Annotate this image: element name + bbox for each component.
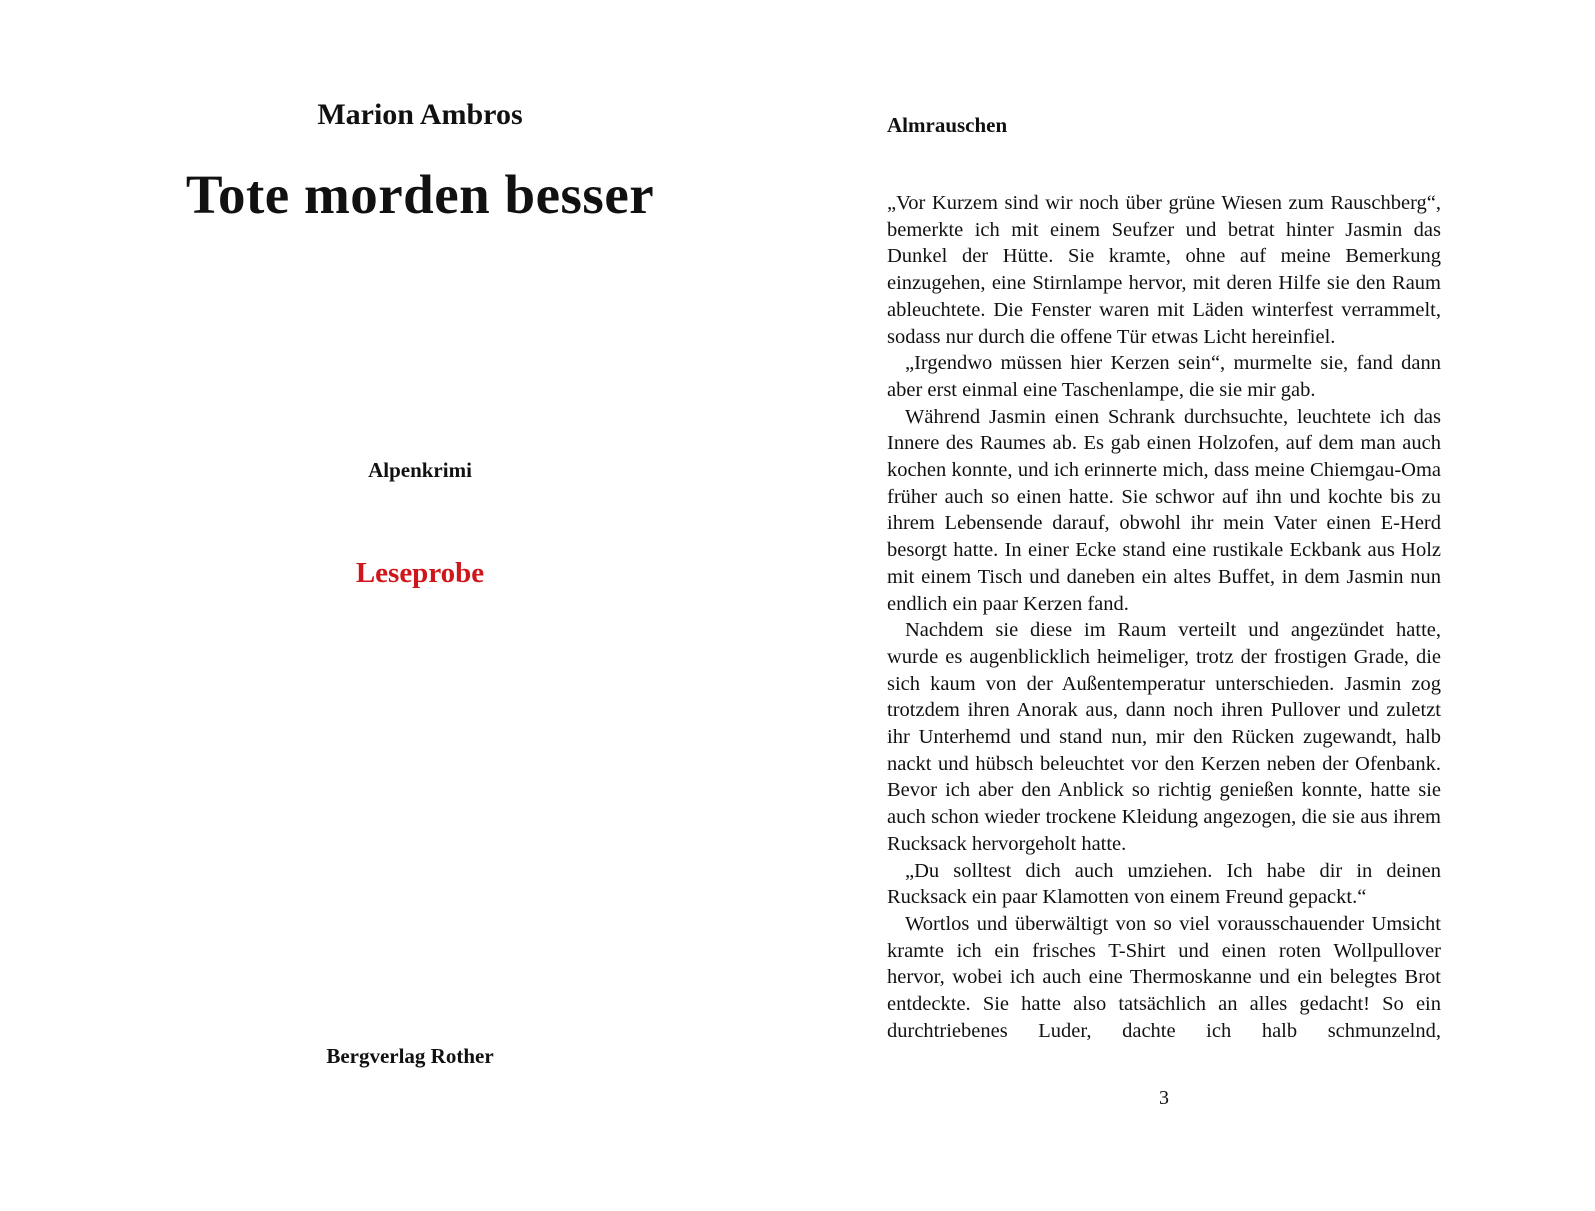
reading-sample-label: Leseprobe [355, 557, 485, 589]
genre-label: Alpenkrimi [368, 458, 472, 482]
publisher-name: Bergverlag Rother [326, 1044, 494, 1068]
paragraph: Während Jasmin einen Schrank durchsuchte, leuchtete ich das Innere des Raumes ab. Es gab einen Holzofen, auf dem man auch kochen konnte, und ich erinnerte mich, dass meine Chiemgau-Oma früher auch so einen hatte. Sie schwor auf ihn und kochte bis zu ihrem Lebensende darauf, obwohl ihr mein Vater einen E-Herd besorgt hatte. In einer Ecke stand eine rustikale Eckbank aus Holz mit einem Tisch und daneben ein altes Buffet, in dem Jasmin nun endlich ein paar Kerzen fand. [887, 405, 1441, 615]
paragraph: Wortlos und überwältigt von so viel vorausschauender Umsicht kramte ich ein frisches T-Shirt und einen roten Wollpullover hervor, wobei ich auch eine Thermoskanne und ein belegtes Brot entdeckte. Sie hatte also tatsächlich an alles gedacht! So ein durchtriebenes Luder, dachte ich halb schmunzelnd, [887, 912, 1441, 1042]
paragraph: „Vor Kurzem sind wir noch über grüne Wiesen zum Rauschberg“, bemerkte ich mit einem Seufzer und betrat hinter Jasmin das Dunkel der Hütte. Sie kramte, ohne auf meine Bemerkung einzugehen, eine Stirnlampe hervor, mit deren Hilfe sie den Raum ableuchtete. Die Fenster waren mit Läden winterfest verrammelt, sodass nur durch die offene Tür etwas Licht hereinfiel. [887, 192, 1441, 348]
author-name: Marion Ambros [317, 98, 523, 131]
paragraph: Nachdem sie diese im Raum verteilt und angezündet hatte, wurde es augenblicklich heimeliger, trotz der frostigen Grade, die sich kaum von der Außentemperatur unterschieden. Jasmin zog trotzdem ihren Anorak aus, dann noch ihren Pullover und zuletzt ihr Unterhemd und stand nun, mir den Rücken zugewandt, halb nackt und hübsch beleuchtet vor den Kerzen neben der Ofenbank. Bevor ich aber den Anblick so richtig genießen konnte, hatte sie auch schon wieder trockene Kleidung angezogen, die sie aus ihrem Rucksack hervorgeholt hatte. [887, 619, 1441, 855]
chapter-title: Almrauschen [887, 113, 1008, 137]
paragraph: „Du solltest dich auch umziehen. Ich habe dir in deinen Rucksack ein paar Klamotten von einem Freund gepackt.“ [887, 859, 1441, 909]
page-number: 3 [1159, 1087, 1169, 1109]
paragraph: „Irgendwo müssen hier Kerzen sein“, murmelte sie, fand dann aber erst einmal eine Taschenlampe, die sie mir gab. [887, 352, 1441, 401]
body-text [887, 190, 1441, 1045]
book-title: Tote morden besser [185, 164, 655, 225]
